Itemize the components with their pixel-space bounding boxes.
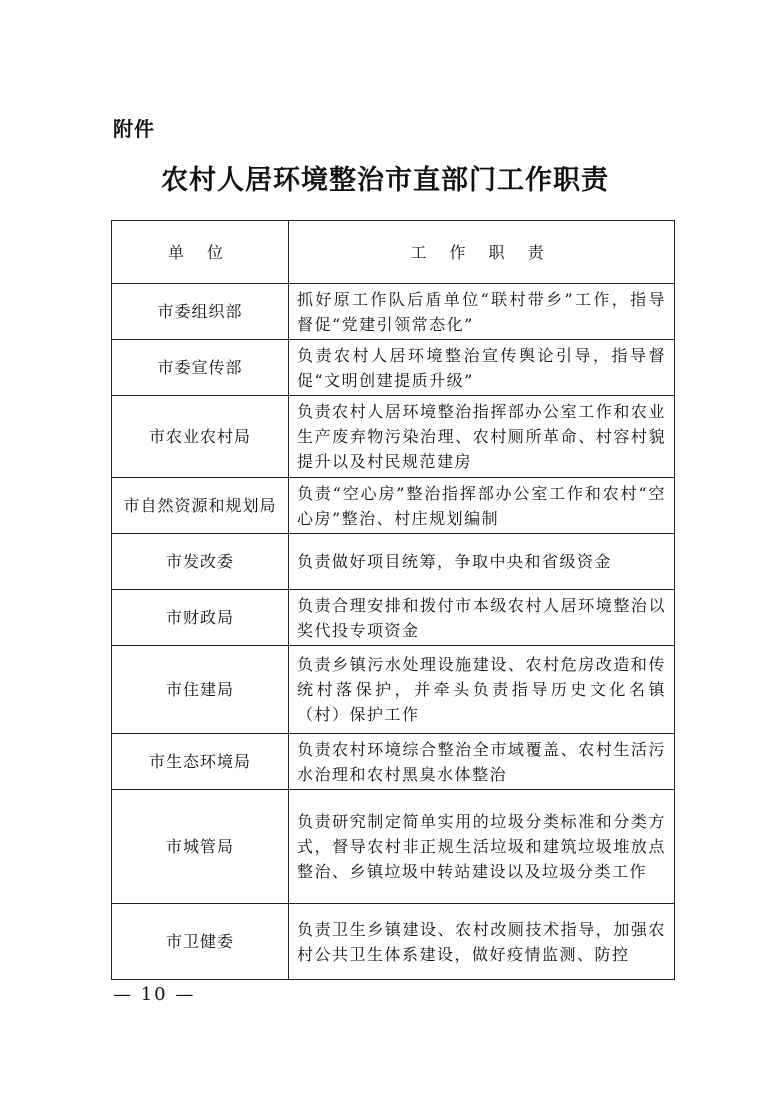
page-number: — 10 — [113, 984, 196, 1005]
unit-cell: 市财政局 [112, 590, 289, 646]
unit-cell: 市住建局 [112, 646, 289, 734]
unit-cell: 市自然资源和规划局 [112, 478, 289, 534]
unit-cell: 市委宣传部 [112, 340, 289, 396]
unit-cell: 市农业农村局 [112, 396, 289, 478]
duty-cell: 负责合理安排和拨付市本级农村人居环境整治以奖代投专项资金 [289, 590, 675, 646]
table-row [112, 340, 675, 396]
duty-cell: 负责卫生乡镇建设、农村改厕技术指导，加强农村公共卫生体系建设，做好疫情监测、防控 [289, 904, 675, 980]
duty-cell: 负责乡镇污水处理设施建设、农村危房改造和传统村落保护，并牵头负责指导历史文化名镇（村）保护工作 [289, 646, 675, 734]
table-row [112, 790, 675, 904]
unit-cell: 市委组织部 [112, 284, 289, 340]
document-title: 农村人居环境整治市直部门工作职责 [161, 165, 609, 196]
unit-cell: 市城管局 [112, 790, 289, 904]
table-row [112, 534, 675, 590]
unit-cell: 市发改委 [112, 534, 289, 590]
table-row [112, 904, 675, 980]
duty-table [111, 220, 675, 980]
duty-cell: 负责农村人居环境整治指挥部办公室工作和农业生产废弃物污染治理、农村厕所革命、村容村貌提升以及村民规范建房 [289, 396, 675, 478]
unit-cell: 市卫健委 [112, 904, 289, 980]
attachment-label: 附件 [113, 117, 155, 141]
header-unit: 单 位 [112, 221, 289, 284]
table-row [112, 646, 675, 734]
unit-cell: 市生态环境局 [112, 734, 289, 790]
table-row [112, 734, 675, 790]
duty-cell: 抓好原工作队后盾单位“联村带乡”工作，指导督促“党建引领常态化” [289, 284, 675, 340]
table-row [112, 284, 675, 340]
duty-cell: 负责农村人居环境整治宣传舆论引导，指导督促“文明创建提质升级” [289, 340, 675, 396]
table-row [112, 396, 675, 478]
table-header-row [112, 221, 675, 284]
duty-cell: 负责“空心房”整治指挥部办公室工作和农村“空心房”整治、村庄规划编制 [289, 478, 675, 534]
duty-cell: 负责农村环境综合整治全市域覆盖、农村生活污水治理和农村黑臭水体整治 [289, 734, 675, 790]
table-row [112, 590, 675, 646]
table-row [112, 478, 675, 534]
duty-cell: 负责研究制定简单实用的垃圾分类标准和分类方式，督导农村非正规生活垃圾和建筑垃圾堆放点整治、乡镇垃圾中转站建设以及垃圾分类工作 [289, 790, 675, 904]
header-duty: 工 作 职 责 [289, 221, 675, 284]
duty-cell: 负责做好项目统筹，争取中央和省级资金 [289, 534, 675, 590]
